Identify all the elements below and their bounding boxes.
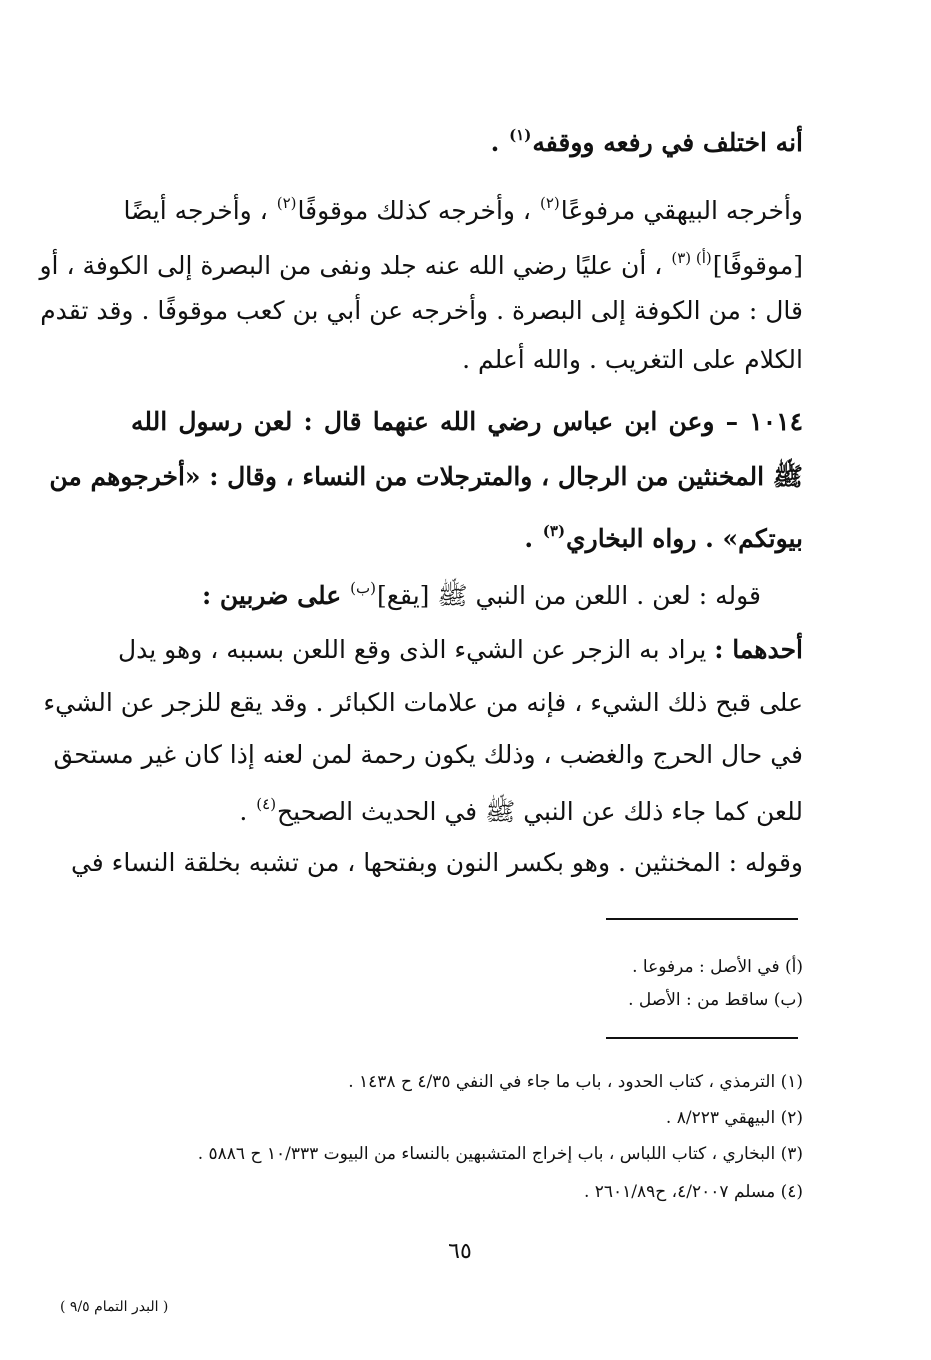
text-segment: يراد به الزجر عن الشيء الذى وقع اللعن بسببه ، وهو يدل [117,635,707,664]
text-segment: ﷺ المخنثين من الرجال ، والمترجلات من النساء ، وقال : «أخرجوهم من [49,462,803,491]
period: . [524,524,534,553]
printer-signature: ( البدر التمام ٩/٥ ) [60,1299,169,1315]
footnote: (٢) البيهقي ٨/٢٢٣ . [665,1108,803,1128]
text-line-7 [117,633,803,667]
footnote: (٣) البخاري ، كتاب اللباس ، باب إخراج المتشبهين بالنساء من البيوت ١٠/٣٣٣ ح ٥٨٨٦ . [197,1144,803,1164]
text-segment: ، أن عليًا رضي الله عنه جلد ونفى من البصرة إلى الكوفة ، أو [39,251,663,280]
variant-note: (أ) في الأصل : مرفوعا . [632,957,803,977]
text-segment: في حال الحرج والغضب ، وذلك يكون رحمة لمن لعنه إذا كان غير مستحق [53,740,803,769]
text-segment: ، وأخرجه أيضًا [123,196,268,225]
page-number: ٦٥ [448,1239,472,1264]
text-segment: ، وأخرجه كذلك موقوفًا [297,196,531,225]
text-segment: على قبح ذلك الشيء ، فإنه من علامات الكبائر . وقد يقع للزجر عن الشيء [43,688,803,717]
text-line-9 [53,738,803,772]
hadith-line-3 [524,514,803,556]
text-line-10 [239,787,803,829]
period: . [490,128,500,157]
text-segment: للعن كما جاء ذلك عن النبي ﷺ في الحديث الصحيح [277,797,803,826]
text-line-11 [70,846,803,880]
footnote-marker: (٢) [539,194,560,212]
text-segment: أحدهما : [714,635,803,664]
text-line-1 [491,118,803,160]
text-segment: بيوتكم» . رواه البخاري [566,524,803,553]
footnote-marker: (٣) [542,522,566,540]
hadith-line-1 [131,405,803,439]
text-line-6 [202,571,761,613]
text-segment: وقوله : المخنثين . وهو بكسر النون وبفتحها ، من تشبه بخلقة النساء في [70,848,803,877]
text-line-5 [462,343,803,377]
variant-note: (ب) ساقط من : الأصل . [628,990,803,1010]
variant-notes-rule [606,918,798,920]
footnote-marker: (٤) [256,795,277,813]
text-segment: قوله : لعن . اللعن من النبي ﷺ [437,581,761,610]
period: . [239,797,248,826]
text-segment: أنه اختلف في رفعه ووقفه [532,128,803,157]
footnote: (٤) مسلم ٤/٢٠٠٧، ح٢٦٠١/٨٩ . [583,1182,803,1202]
footnote-marker: (٢) [276,194,297,212]
text-segment: قال : من الكوفة إلى البصرة . وأخرجه عن أبي بن كعب موقوفًا . وقد تقدم [40,296,803,325]
text-segment: [يقع] [376,581,430,610]
footnote-marker: (أ) (٣) [671,249,712,267]
text-line-4 [40,294,803,328]
text-segment: الكلام على التغريب . والله أعلم . [462,345,803,374]
footnotes-rule [606,1037,798,1039]
footnote-marker: (١) [509,126,532,144]
hadith-line-2 [49,460,803,494]
text-line-3 [39,241,803,283]
text-segment: وأخرجه البيهقي مرفوعًا [560,196,803,225]
text-line-8 [43,686,803,720]
footnote: (١) الترمذي ، كتاب الحدود ، باب ما جاء في النفي ٤/٣٥ ح ١٤٣٨ . [348,1072,803,1092]
text-line-2 [123,186,803,228]
text-segment: على ضربين : [201,581,342,610]
text-segment: [موقوفًا] [712,251,803,280]
text-segment: ١٠١٤ – وعن ابن عباس رضي الله عنهما قال : لعن رسول الله [131,407,803,436]
footnote-marker: (ب) [350,579,376,597]
